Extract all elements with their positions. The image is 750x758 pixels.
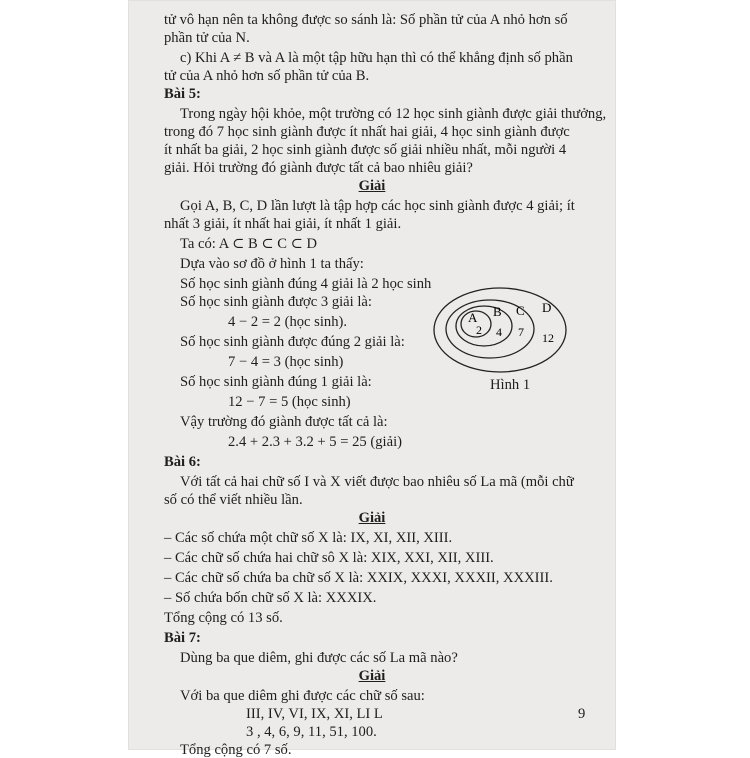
text-line: Số học sinh giành đúng 4 giải là 2 học sinh bbox=[180, 276, 432, 292]
page-number: 9 bbox=[578, 706, 586, 722]
label-b: B bbox=[493, 304, 502, 319]
text-line: ít nhất ba giải, 2 học sinh giành được số giải nhiều nhất, mỗi người 4 bbox=[164, 142, 567, 158]
count-a: 2 bbox=[476, 323, 482, 337]
text-line: nhất 3 giải, ít nhất hai giải, ít nhất 1 giải. bbox=[164, 216, 402, 232]
solution-heading: Giải bbox=[358, 178, 386, 194]
label-c: C bbox=[516, 303, 525, 318]
text-line: Tổng cộng có 7 số. bbox=[180, 742, 292, 758]
text-line: Số học sinh giành được 3 giải là: bbox=[180, 294, 372, 310]
label-d: D bbox=[542, 300, 552, 315]
count-c: 7 bbox=[518, 325, 524, 339]
text-line: trong đó 7 học sinh giành được ít nhất hai giải, 4 học sinh giành được bbox=[164, 124, 570, 140]
venn-diagram bbox=[430, 276, 580, 416]
text-line: tử của A nhỏ hơn số phần tử của B. bbox=[164, 68, 370, 84]
text-line: Dùng ba que diêm, ghi được các số La mã nào? bbox=[180, 650, 458, 666]
text-line: Số học sinh giành đúng 1 giải là: bbox=[180, 374, 372, 390]
label-a: A bbox=[468, 310, 478, 325]
text-line: – Các chữ số chứa ba chữ số X là: XXIX, XXXI, XXXII, XXXIII. bbox=[164, 570, 553, 586]
text-line: III, IV, VI, IX, XI, LI L bbox=[246, 706, 383, 722]
text-line: Vậy trường đó giành được tất cả là: bbox=[180, 414, 388, 430]
text-line: Tổng cộng có 13 số. bbox=[164, 610, 283, 626]
text-line: số có thể viết nhiều lần. bbox=[164, 492, 303, 508]
count-d: 12 bbox=[542, 331, 554, 345]
text-line: Số học sinh giành được đúng 2 giải là: bbox=[180, 334, 405, 350]
text-line: 3 , 4, 6, 9, 11, 51, 100. bbox=[246, 724, 377, 740]
text-line: 4 − 2 = 2 (học sinh). bbox=[228, 314, 348, 330]
exercise-heading: Bài 5: bbox=[164, 86, 201, 102]
text-line: Trong ngày hội khỏe, một trường có 12 học sinh giành được giải thưởng, bbox=[180, 106, 607, 122]
text-line: Ta có: A ⊂ B ⊂ C ⊂ D bbox=[180, 236, 318, 252]
figure-caption: Hình 1 bbox=[490, 377, 531, 393]
text-line: giải. Hỏi trường đó giành được tất cả bao nhiêu giải? bbox=[164, 160, 473, 176]
text-line: c) Khi A ≠ B và A là một tập hữu hạn thì có thể khẳng định số phần bbox=[180, 50, 573, 66]
text-line: 12 − 7 = 5 (học sinh) bbox=[228, 394, 351, 410]
text-line: Dựa vào sơ đồ ở hình 1 ta thấy: bbox=[180, 256, 364, 272]
solution-heading: Giải bbox=[358, 510, 386, 526]
exercise-heading: Bài 7: bbox=[164, 630, 201, 646]
count-b: 4 bbox=[496, 325, 502, 339]
set-b-ellipse bbox=[456, 306, 512, 346]
text-line: phần tử của N. bbox=[164, 30, 250, 46]
text-line: Với ba que diêm ghi được các chữ số sau: bbox=[180, 688, 425, 704]
text-line: 2.4 + 2.3 + 3.2 + 5 = 25 (giải) bbox=[228, 434, 402, 450]
text-line: 7 − 4 = 3 (học sinh) bbox=[228, 354, 344, 370]
text-line: Gọi A, B, C, D lần lượt là tập hợp các học sinh giành được 4 giải; ít bbox=[180, 198, 575, 214]
exercise-heading: Bài 6: bbox=[164, 454, 201, 470]
text-line: – Các chữ số chứa hai chữ sô X là: XIX, XXI, XII, XIII. bbox=[164, 550, 494, 566]
text-line: Với tất cả hai chữ số I và X viết được bao nhiêu số La mã (mỗi chữ bbox=[180, 474, 574, 490]
text-line: – Số chứa bốn chữ số X là: XXXIX. bbox=[164, 590, 377, 606]
solution-heading: Giải bbox=[358, 668, 386, 684]
book-page bbox=[128, 0, 616, 758]
text-line: – Các số chứa một chữ số X là: IX, XI, XII, XIII. bbox=[164, 530, 453, 546]
text-line: tử vô hạn nên ta không được so sánh là: Số phần tử của A nhỏ hơn số bbox=[164, 12, 568, 28]
